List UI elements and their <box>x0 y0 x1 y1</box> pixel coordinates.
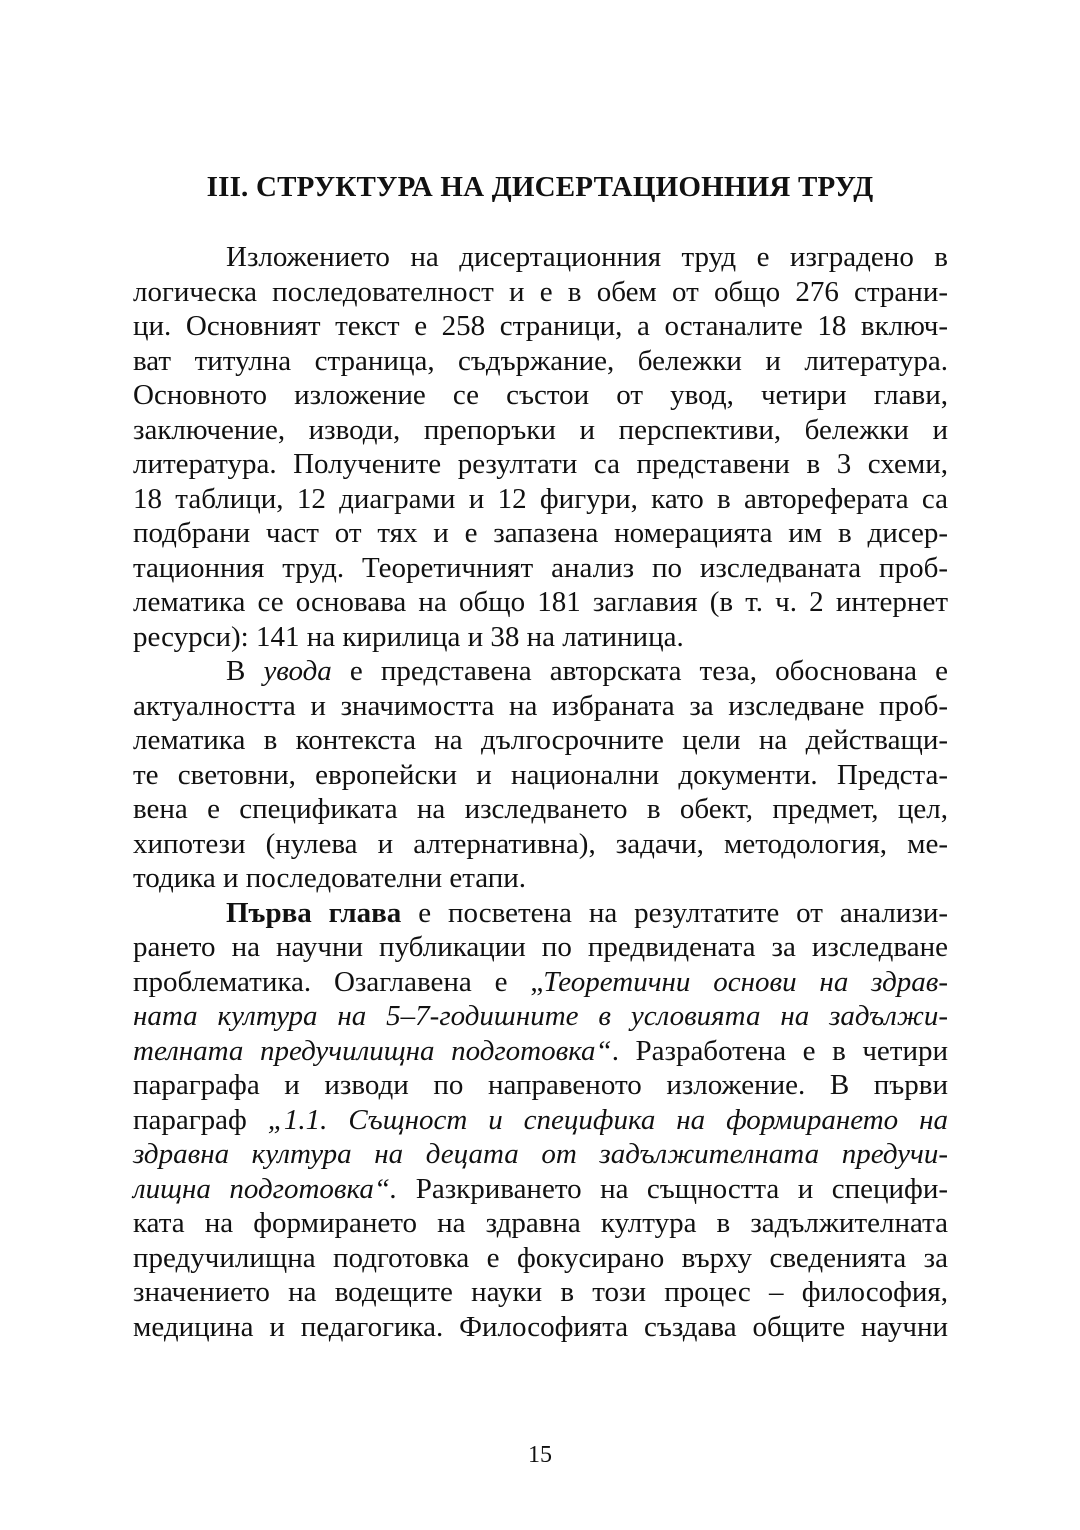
section-heading: III. СТРУКТУРА НА ДИСЕРТАЦИОННИЯ ТРУД <box>206 171 874 203</box>
text-line: лематика в контекста на дългосрочните цели на действащи- <box>133 724 948 756</box>
text-line: Изложението на дисертационния труд е изградено в <box>226 241 948 273</box>
text-line: ката на формирането на здравна култура в задължителната <box>133 1207 948 1239</box>
text-run: е представена авторската теза, обоснована е <box>331 655 949 687</box>
text-line <box>133 965 948 1000</box>
text-line: актуалността и значимостта на избраната за изследване проб- <box>133 689 948 722</box>
text-line: вена е спецификата на изследването в обект, предмет, цел, <box>133 793 948 825</box>
text-line: значението на водещите науки в този процес – философия, <box>133 1276 948 1308</box>
text-run: параграф <box>133 1103 268 1136</box>
text-line: ресурси): 141 на кирилица и 38 на латиница. <box>133 620 684 653</box>
text-run: Разкриването на същността и специфи- <box>397 1172 948 1205</box>
text-line: 18 таблици, 12 диаграми и 12 фигури, като в автореферата са <box>133 482 948 515</box>
text-line: тодика и последователни етапи. <box>133 862 527 894</box>
emphasis-text: Теоретични основи на здрав- <box>543 965 948 998</box>
text-line: литература. Получените резултати са представени в 3 схеми, <box>133 448 948 480</box>
page-number: 15 <box>528 1442 552 1468</box>
text-line: медицина и педагогика. Философията създава общите научни <box>133 1310 948 1343</box>
body-text <box>133 240 948 1344</box>
text-line <box>133 896 948 931</box>
text-run: проблематика. Озаглавена е „ <box>133 965 544 998</box>
text-line: те световни, европейски и национални документи. Предста- <box>133 758 948 791</box>
text-line: лематика се основава на общо 181 заглавия (в т. ч. 2 интернет <box>133 586 948 618</box>
text-run: . Разработена е в четири <box>611 1034 948 1067</box>
text-line: хипотези (нулева и алтернативна), задачи, методология, ме- <box>133 827 948 860</box>
text-line <box>133 1172 948 1207</box>
text-run: В <box>226 655 264 687</box>
emphasis-text: „1.1. Същност и специфика на формирането на <box>267 1103 949 1136</box>
text-line <box>133 654 948 689</box>
emphasis-text: здравна култура на децата от задължителната предучи- <box>133 1138 948 1170</box>
emphasis-text: ната култура на 5–7-годишните в условията на задължи- <box>133 1000 948 1032</box>
emphasis-text: увода <box>263 655 332 687</box>
text-line: заключение, изводи, препоръки и перспективи, бележки и <box>133 413 948 446</box>
text-line: тационния труд. Теоретичният анализ по изследваната проб- <box>133 551 948 584</box>
text-line: ват титулна страница, съдържание, бележки и литература. <box>133 344 948 377</box>
text-line <box>133 1103 948 1138</box>
text-run: е посветена на резултатите от анализи- <box>401 896 949 929</box>
text-line: предучилищна подготовка е фокусирано върху сведенията за <box>133 1241 948 1274</box>
chapter-name: Първа глава <box>226 896 402 929</box>
text-line: Основното изложение се състои от увод, четири глави, <box>133 379 948 411</box>
text-line: ци. Основният текст е 258 страници, а останалите 18 включ- <box>133 310 948 342</box>
text-line: подбрани част от тях и е запазена номерацията им в дисер- <box>133 517 948 549</box>
emphasis-text: телната предучилищна подготовка“ <box>133 1034 612 1067</box>
text-line: рането на научни публикации по предвидената за изследване <box>133 931 948 963</box>
text-line: логическа последователност и е в обем от общо 276 страни- <box>133 275 948 308</box>
text-line: параграфа и изводи по направеното изложение. В първи <box>133 1069 948 1101</box>
text-line <box>133 1034 948 1069</box>
emphasis-text: лищна подготовка“. <box>133 1172 398 1205</box>
